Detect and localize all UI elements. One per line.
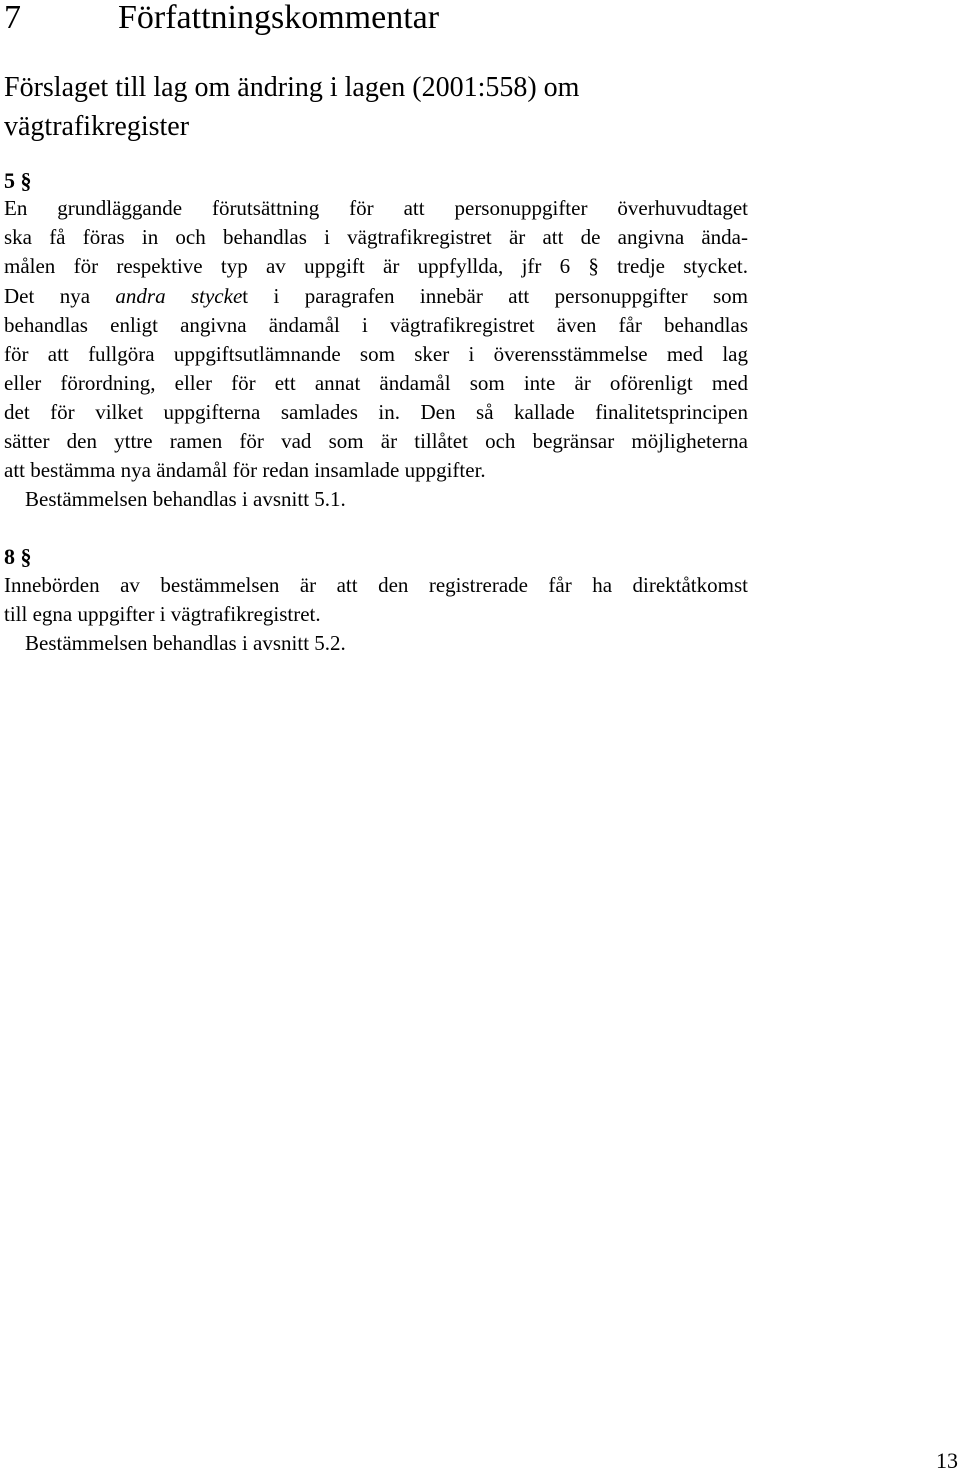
paragraph-8-line: till egna uppgifter i vägtrafikregistret. bbox=[4, 602, 321, 626]
chapter-number: 7 bbox=[4, 0, 21, 36]
paragraph-5-line: att bestämma nya ändamål för redan insamlade uppgifter. bbox=[4, 458, 486, 482]
chapter-title: Författningskommentar bbox=[118, 0, 440, 36]
paragraph-5-line: sätter den yttre ramen för vad som är tillåtet och begränsar möjligheterna bbox=[4, 429, 748, 453]
paragraph-5-title: 5 § bbox=[4, 168, 32, 193]
paragraph-5-line-with-italic bbox=[4, 282, 748, 311]
paragraph-5-line: En grundläggande förutsättning för att personuppgifter överhuvudtaget bbox=[4, 196, 748, 220]
paragraph-5-line-rest: i paragrafen innebär att personuppgifter som bbox=[273, 284, 748, 308]
paragraph-5-line: ska få föras in och behandlas i vägtrafikregistret är att de angivna ända- bbox=[4, 225, 748, 249]
paragraph-5-line: eller förordning, eller för ett annat ändamål som inte är oförenligt med bbox=[4, 371, 748, 395]
page-number: 13 bbox=[936, 1448, 958, 1473]
paragraph-5-italic-term: andra stycke bbox=[115, 284, 243, 308]
section-title-line-2: vägtrafikregister bbox=[4, 111, 190, 142]
section-title-line-1: Förslaget till lag om ändring i lagen (2001:558) om bbox=[4, 72, 580, 103]
paragraph-8-title: 8 § bbox=[4, 544, 32, 569]
paragraph-5-italic-suffix: t bbox=[242, 284, 249, 308]
chapter-heading bbox=[4, 0, 439, 36]
paragraph-8-line: Innebörden av bestämmelsen är att den registrerade får ha direktåtkomst bbox=[4, 573, 748, 597]
paragraph-5-reference: Bestämmelsen behandlas i avsnitt 5.1. bbox=[25, 487, 346, 511]
paragraph-5-line: för att fullgöra uppgiftsutlämnande som sker i överensstämmelse med lag bbox=[4, 342, 748, 366]
paragraph-5-line: målen för respektive typ av uppgift är uppfyllda, jfr 6 § tredje stycket. bbox=[4, 254, 748, 278]
paragraph-5-line-prefix: Det nya bbox=[4, 284, 91, 308]
section-heading bbox=[4, 68, 724, 146]
paragraph-8-reference: Bestämmelsen behandlas i avsnitt 5.2. bbox=[25, 631, 346, 655]
paragraph-5-line: behandlas enligt angivna ändamål i vägtrafikregistret även får behandlas bbox=[4, 313, 748, 337]
paragraph-5-line: det för vilket uppgifterna samlades in. Den så kallade finalitetsprincipen bbox=[4, 400, 748, 424]
